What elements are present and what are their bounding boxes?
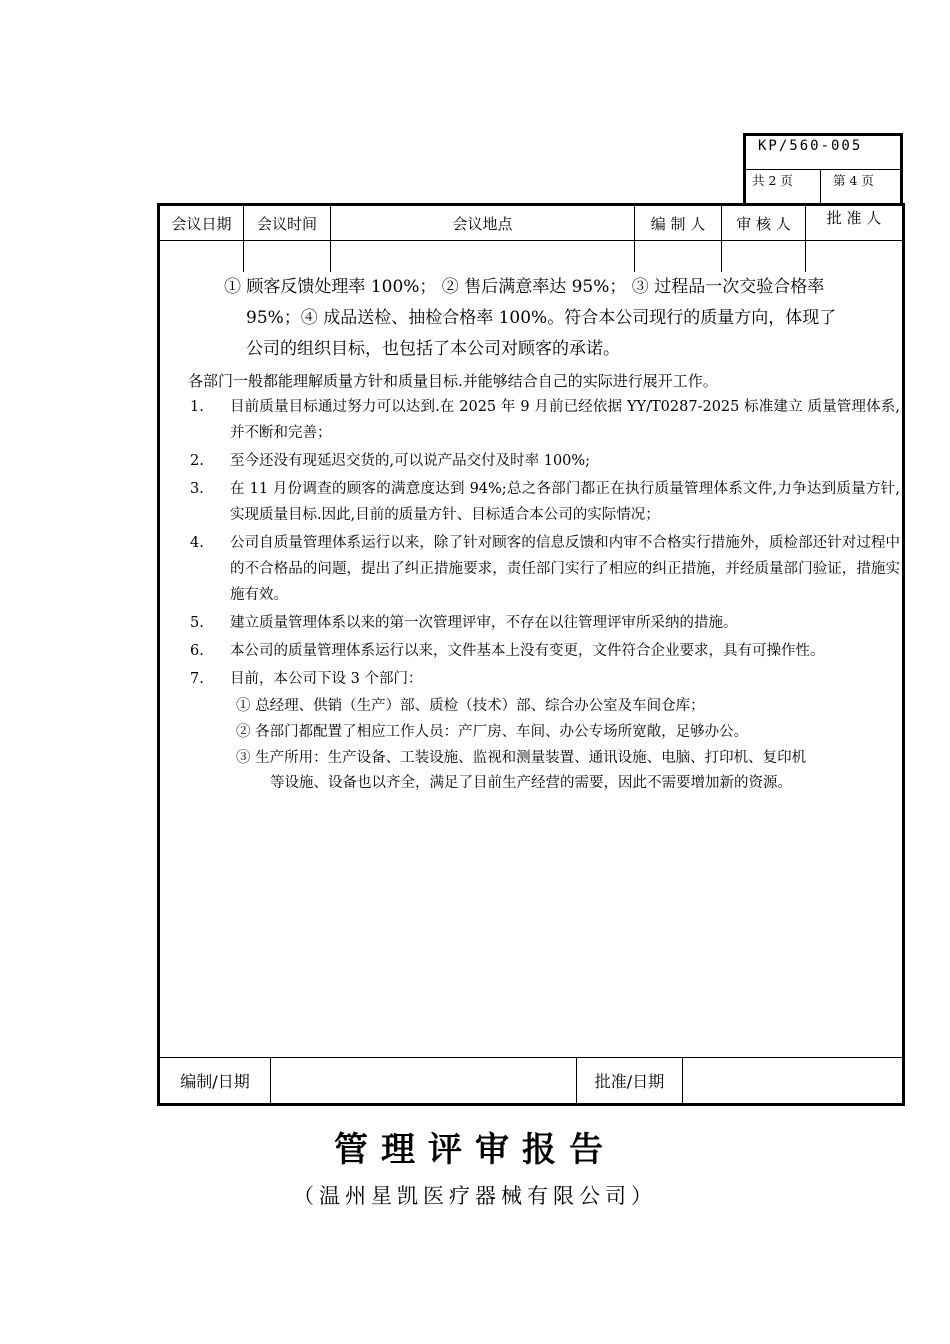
prepared-date-cell xyxy=(271,1058,577,1103)
header-meeting-time: 会议时间 xyxy=(244,206,331,240)
list-item-number: 4. xyxy=(190,535,204,551)
list-item-text: 目前，本公司下设 3 个部门： xyxy=(230,671,423,687)
lead-line-3: 公司的组织目标，也包括了本公司对顾客的承诺。 xyxy=(246,339,620,359)
sub-list-item xyxy=(236,694,900,719)
list-item-number: 7. xyxy=(190,671,204,687)
list-item-text: 本公司的质量管理体系运行以来，文件基本上没有变更，文件符合企业要求，具有可操作性。 xyxy=(230,643,825,659)
header-row xyxy=(160,206,902,241)
sub-list-item-continuation: 等设施、设备也以齐全，满足了目前生产经营的需要，因此不需要增加新的资源。 xyxy=(270,775,792,791)
list-item xyxy=(190,476,900,528)
document-code: KP/560-005 xyxy=(746,136,900,170)
list-item-text: 公司自质量管理体系运行以来，除了针对顾客的信息反馈和内审不合格实行措施外，质检部还针对过程中的不合格品的问题，提出了纠正措施要求，责任部门实行了相应的纠正措施，并经质量部门验证，措施实施有效。 xyxy=(230,535,900,603)
approved-date-label: 批准/日期 xyxy=(577,1058,683,1103)
meeting-time-cell xyxy=(244,241,331,272)
list-item xyxy=(190,666,900,692)
meeting-date-cell xyxy=(160,241,244,272)
list-item-number: 5. xyxy=(190,615,204,631)
header-approved-by: 批 准 人 xyxy=(826,209,882,227)
company-name: （温州星凯医疗器械有限公司） xyxy=(293,1184,657,1208)
department-sub-list xyxy=(236,694,900,796)
page-info-row xyxy=(746,170,900,203)
meeting-place-cell xyxy=(331,241,635,272)
list-item-text: 目前质量目标通过努力可以达到.在 2025 年 9 月前已经依据 YY/T0287-2025 标准建立 质量管理体系,并不断和完善； xyxy=(230,399,900,441)
intro-paragraph: 各部门一般都能理解质量方针和质量目标.并能够结合自己的实际进行展开工作。 xyxy=(188,372,718,390)
header-value-row xyxy=(160,241,902,272)
list-item-number: 1. xyxy=(190,399,204,415)
page-number: 第 4 页 xyxy=(833,173,874,188)
sub-list-item xyxy=(236,746,900,796)
lead-line-1: ① 顾客反馈处理率 100%； ② 售后满意率达 95%； ③ 过程品一次交验合格率 xyxy=(224,277,825,297)
list-item xyxy=(190,610,900,636)
report-frame xyxy=(157,203,905,1106)
list-item-text: 至今还没有现延迟交货的,可以说产品交付及时率 100%; xyxy=(230,453,591,469)
approved-date-cell xyxy=(683,1058,902,1103)
sub-list-item-text: ② 各部门都配置了相应工作人员：产厂房、车间、办公专场所宽敞，足够办公。 xyxy=(236,724,749,740)
list-item xyxy=(190,638,900,664)
header-reviewed-by: 审 核 人 xyxy=(722,206,806,240)
list-item xyxy=(190,530,900,608)
header-meeting-place: 会议地点 xyxy=(331,206,635,240)
lead-line-2: 95%；④ 成品送检、抽检合格率 100%。符合本公司现行的质量方向，体现了 xyxy=(246,308,837,328)
list-item-text: 在 11 月份调查的顾客的满意度达到 94%;总之各部门都正在执行质量管理体系文件,力争达到质量方针,实现质量目标.因此,目前的质量方针、目标适合本公司的实际情况； xyxy=(230,481,900,523)
document-code-box xyxy=(743,133,903,203)
report-title: 管理评审报告 xyxy=(334,1130,616,1170)
reviewed-by-cell xyxy=(722,241,806,272)
list-item xyxy=(190,394,900,446)
list-item-text: 建立质量管理体系以来的第一次管理评审，不存在以往管理评审所采纳的措施。 xyxy=(230,615,738,631)
total-pages: 共 2 页 xyxy=(746,170,821,203)
sub-list-item xyxy=(236,720,900,745)
header-prepared-by: 编 制 人 xyxy=(635,206,722,240)
list-item-number: 2. xyxy=(190,453,204,469)
approved-by-cell xyxy=(806,241,902,272)
list-item xyxy=(190,448,900,474)
sub-list-item-text: ① 总经理、供销（生产）部、质检（技术）部、综合办公室及车间仓库； xyxy=(236,698,705,714)
findings-list xyxy=(190,394,900,797)
list-item-number: 3. xyxy=(190,481,204,497)
prepared-by-cell xyxy=(635,241,722,272)
sub-list-item-text: ③ 生产所用：生产设备、工装设施、监视和测量装置、通讯设施、电脑、打印机、复印机 xyxy=(236,750,807,766)
lead-paragraph xyxy=(224,272,900,365)
prepared-date-label: 编制/日期 xyxy=(160,1058,271,1103)
signature-row xyxy=(160,1057,902,1103)
header-meeting-date: 会议日期 xyxy=(160,206,244,240)
list-item-number: 6. xyxy=(190,643,204,659)
